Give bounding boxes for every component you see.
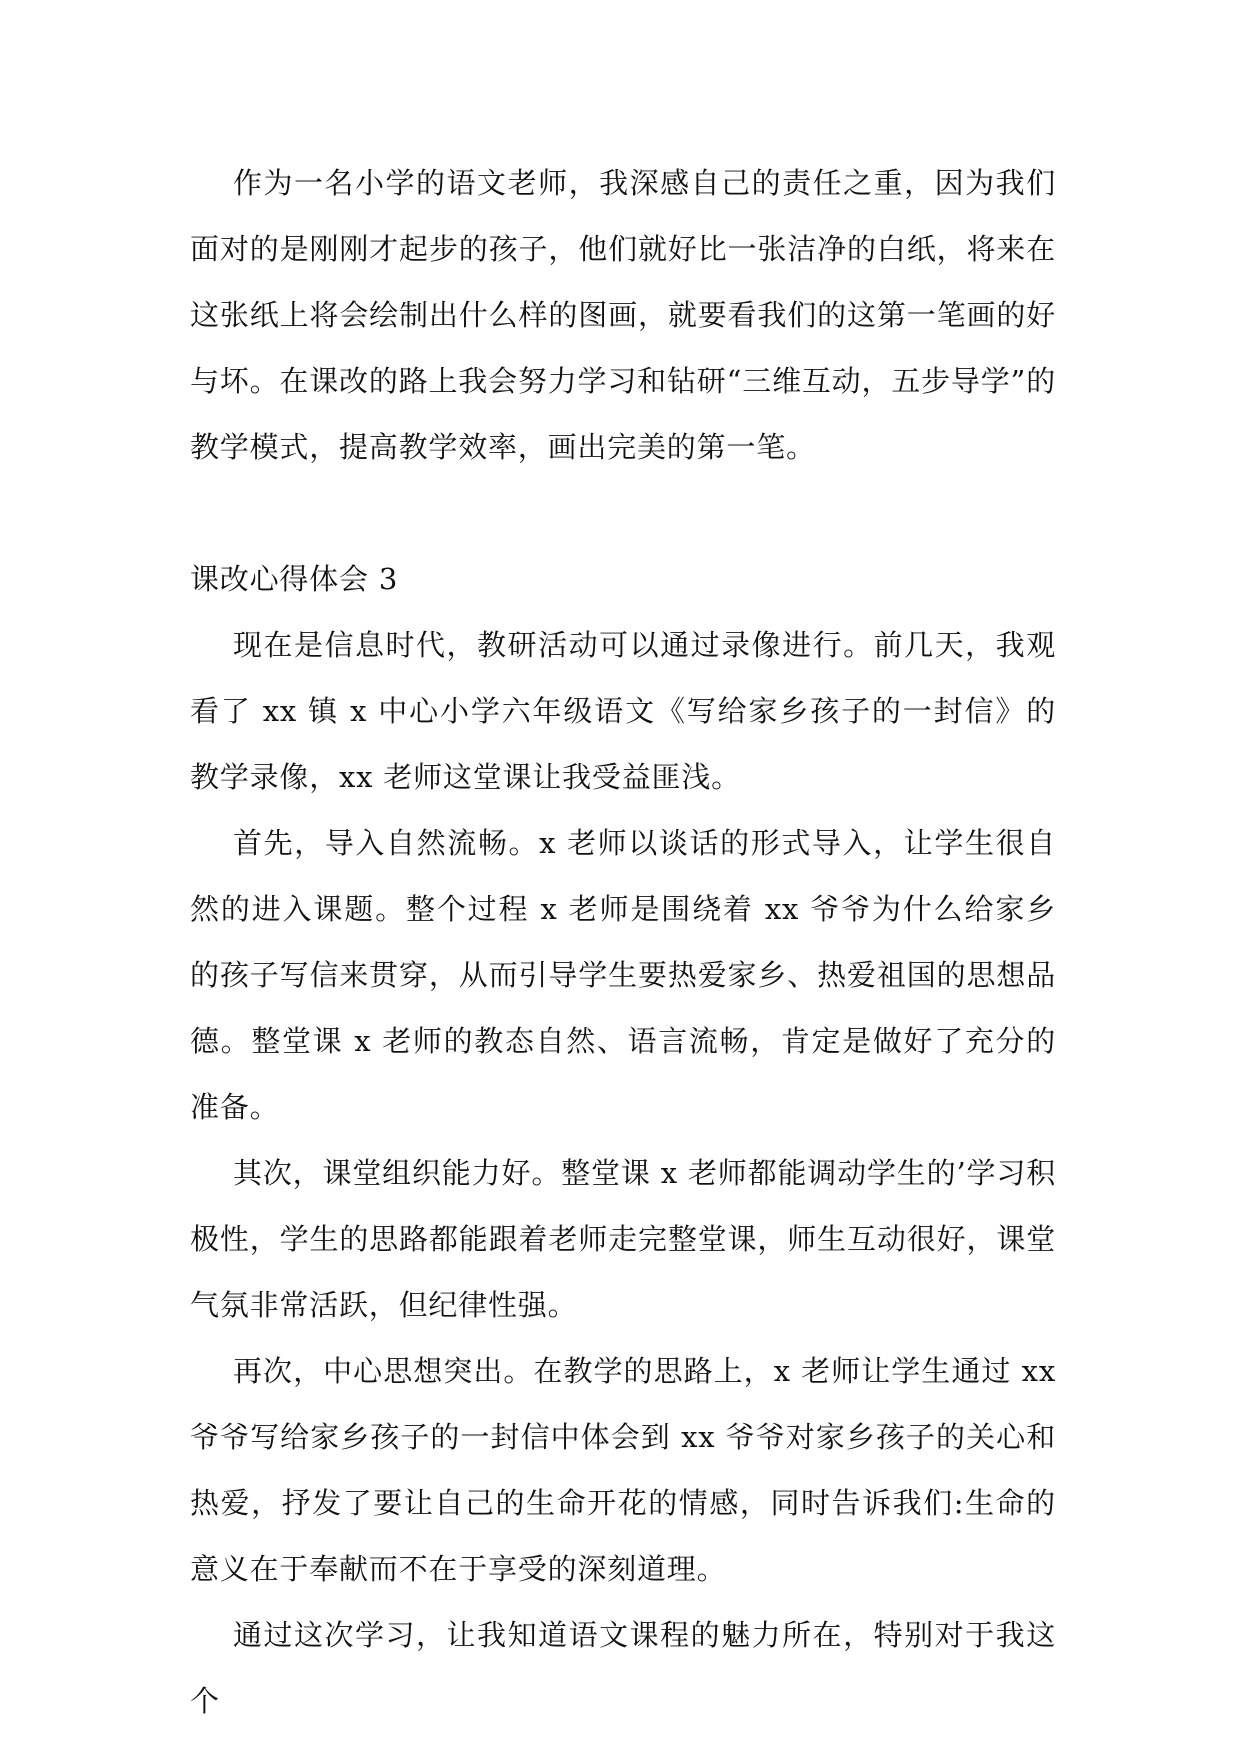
paragraph-5: 通过这次学习，让我知道语文课程的魅力所在，特别对于我这个 — [190, 1618, 1056, 1718]
paragraph-intro: 作为一名小学的语文老师，我深感自己的责任之重，因为我们面对的是刚刚才起步的孩子，他们就好比一张洁净的白纸，将来在这张纸上将会绘制出什么样的图画，就要看我们的这第一笔画的好与坏。在课改的路上我会努力学习和钻研“三维互动，五步导学”的教学模式，提高教学效率，画出完美的第一笔。 — [190, 166, 1056, 464]
paragraph-2: 首先，导入自然流畅。x 老师以谈话的形式导入，让学生很自然的进入课题。整个过程 x 老师是围绕着 xx 爷爷为什么给家乡的孩子写信来贯穿，从而引导学生要热爱家乡、热爱祖国的思想品德。整堂课 x 老师的教态自然、语言流畅，肯定是做好了充分的准备。 — [190, 826, 1056, 1124]
paragraph-spacer — [190, 480, 1056, 546]
paragraph-3: 其次，课堂组织能力好。整堂课 x 老师都能调动学生的’学习积极性，学生的思路都能跟着老师走完整堂课，师生互动很好，课堂气氛非常活跃，但纪律性强。 — [190, 1156, 1056, 1322]
section-heading: 课改心得体会 3 — [190, 562, 399, 596]
paragraph-1: 现在是信息时代，教研活动可以通过录像进行。前几天，我观看了 xx 镇 x 中心小学六年级语文《写给家乡孩子的一封信》的教学录像，xx 老师这堂课让我受益匪浅。 — [190, 628, 1056, 794]
document-body — [190, 150, 1056, 1734]
paragraph-4: 再次，中心思想突出。在教学的思路上，x 老师让学生通过 xx 爷爷写给家乡孩子的一封信中体会到 xx 爷爷对家乡孩子的关心和热爱，抒发了要让自己的生命开花的情感，同时告诉我们:生命的意义在于奉献而不在于享受的深刻道理。 — [190, 1354, 1056, 1586]
